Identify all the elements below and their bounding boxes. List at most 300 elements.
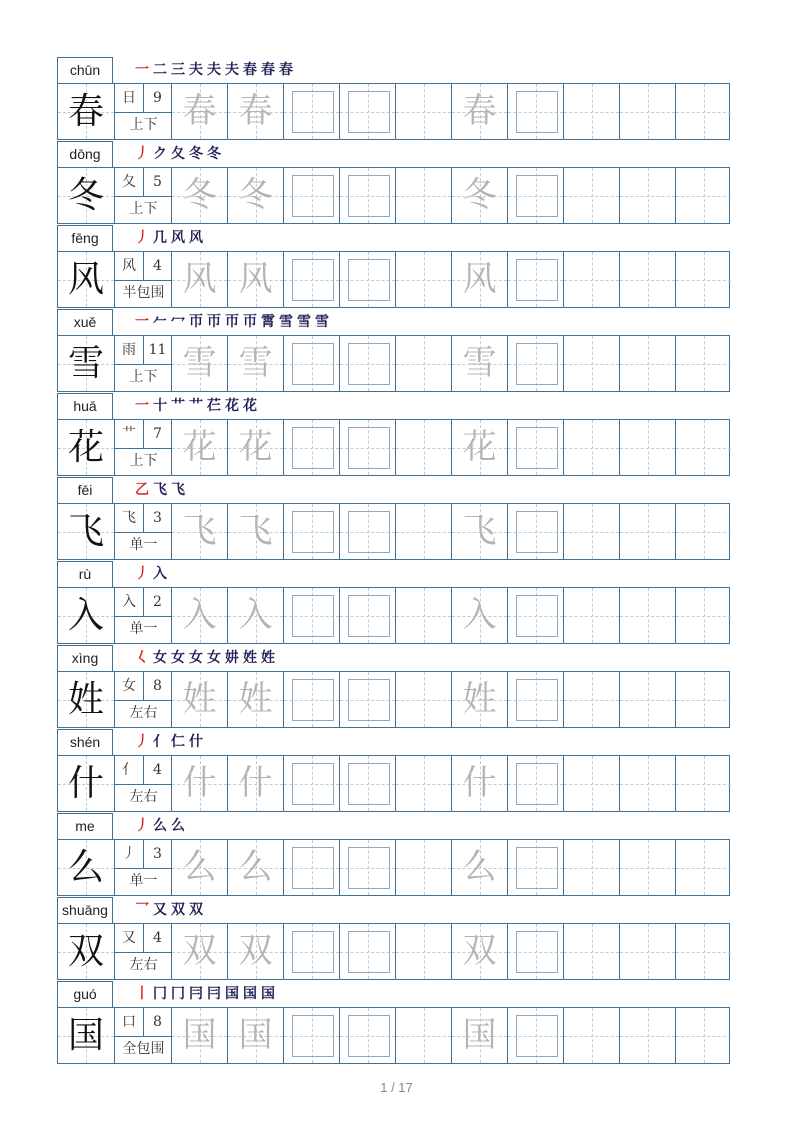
model-character-text: 冬: [67, 175, 104, 216]
stroke-order: [135, 227, 207, 251]
character-block: [57, 393, 730, 477]
practice-cell[interactable]: [171, 924, 227, 979]
stroke-step: 𠂉: [153, 314, 167, 330]
practice-cell[interactable]: [507, 672, 563, 727]
writing-box: [516, 343, 558, 385]
stroke-step: 花: [225, 398, 239, 414]
writing-box: [292, 1015, 334, 1057]
practice-cell[interactable]: [451, 420, 507, 475]
practice-cell[interactable]: [339, 420, 395, 475]
writing-box: [292, 343, 334, 385]
trace-character: 姓: [462, 679, 497, 719]
practice-row: [57, 503, 730, 560]
radical: 亻: [115, 756, 144, 785]
stroke-step: 又: [153, 902, 167, 918]
practice-cell[interactable]: [451, 672, 507, 727]
practice-cell[interactable]: [619, 924, 675, 979]
practice-cell[interactable]: [283, 420, 339, 475]
stroke-step: 仁: [171, 734, 185, 750]
practice-cell[interactable]: [339, 672, 395, 727]
stroke-step: 雪: [279, 314, 293, 330]
stroke-count: 9: [143, 84, 172, 113]
practice-cell[interactable]: [171, 756, 227, 811]
stroke-step: 入: [153, 566, 167, 582]
trace-character: 花: [238, 427, 273, 467]
practice-cell[interactable]: [227, 588, 283, 643]
stroke-step: 么: [153, 818, 167, 834]
character-block: [57, 477, 730, 561]
practice-cell[interactable]: [675, 252, 731, 307]
writing-box: [516, 175, 558, 217]
practice-cell[interactable]: [619, 168, 675, 223]
character-block: [57, 225, 730, 309]
character-block: [57, 141, 730, 225]
trace-character: 飞: [462, 511, 497, 551]
trace-character: 雪: [182, 343, 217, 383]
writing-box: [292, 427, 334, 469]
writing-box: [292, 763, 334, 805]
practice-cell[interactable]: [339, 336, 395, 391]
radical: 夂: [115, 168, 144, 197]
writing-box: [516, 595, 558, 637]
trace-character: 雪: [238, 343, 273, 383]
trace-character: 什: [182, 763, 217, 803]
practice-cell[interactable]: [283, 336, 339, 391]
model-character: [58, 252, 114, 307]
model-character-text: 什: [67, 763, 104, 804]
practice-cell[interactable]: [451, 924, 507, 979]
practice-cell[interactable]: [283, 504, 339, 559]
trace-character: 么: [462, 847, 497, 887]
pinyin: chūn: [57, 57, 113, 83]
practice-cell[interactable]: [339, 924, 395, 979]
pinyin: shuāng: [57, 897, 113, 923]
writing-box: [292, 511, 334, 553]
model-character-text: 花: [67, 427, 104, 468]
trace-character: 入: [182, 595, 217, 635]
trace-character: 花: [182, 427, 217, 467]
practice-cell[interactable]: [283, 672, 339, 727]
stroke-order: [135, 479, 189, 503]
trace-character: 姓: [238, 679, 273, 719]
trace-character: 双: [462, 931, 497, 971]
practice-cell[interactable]: [451, 504, 507, 559]
practice-cell[interactable]: [619, 756, 675, 811]
trace-character: 国: [238, 1015, 273, 1055]
trace-character: 国: [182, 1015, 217, 1055]
stroke-step: 春: [279, 62, 293, 78]
stroke-step: 国: [261, 986, 275, 1002]
character-info: [114, 1008, 171, 1063]
stroke-order: [135, 395, 261, 419]
model-character-text: 国: [67, 1015, 104, 1056]
stroke-count: 8: [143, 672, 172, 701]
practice-cell[interactable]: [339, 756, 395, 811]
practice-cell[interactable]: [227, 252, 283, 307]
practice-cell[interactable]: [507, 1008, 563, 1063]
structure: 左右: [129, 789, 158, 805]
stroke-step: 夫: [225, 62, 239, 78]
practice-cell[interactable]: [675, 1008, 731, 1063]
practice-cell[interactable]: [619, 84, 675, 139]
stroke-step: 姓: [261, 650, 275, 666]
stroke-step: 𡿨: [135, 650, 149, 666]
practice-row: [57, 335, 730, 392]
practice-cell[interactable]: [283, 924, 339, 979]
practice-cell[interactable]: [563, 168, 619, 223]
stroke-order: [135, 983, 279, 1007]
practice-cell[interactable]: [619, 672, 675, 727]
practice-cell[interactable]: [339, 1008, 395, 1063]
radical: 口: [115, 1008, 144, 1037]
stroke-step: 帀: [189, 314, 203, 330]
writing-box: [516, 847, 558, 889]
pinyin: rù: [57, 561, 113, 587]
practice-cell[interactable]: [227, 672, 283, 727]
stroke-step: 双: [171, 902, 185, 918]
structure: 全包围: [122, 1041, 165, 1057]
practice-cell[interactable]: [339, 84, 395, 139]
character-block: [57, 57, 730, 141]
stroke-step: 风: [189, 230, 203, 246]
stroke-step: 一: [135, 62, 149, 78]
practice-cell[interactable]: [675, 420, 731, 475]
stroke-step: 芢: [207, 398, 221, 414]
writing-box: [292, 931, 334, 973]
model-character-text: 双: [67, 931, 104, 972]
radical: 雨: [115, 336, 144, 365]
practice-cell[interactable]: [619, 1008, 675, 1063]
trace-character: 风: [238, 259, 273, 299]
practice-cell[interactable]: [563, 504, 619, 559]
trace-character: 姓: [182, 679, 217, 719]
practice-cell[interactable]: [675, 84, 731, 139]
character-info: [114, 672, 171, 727]
writing-box: [516, 91, 558, 133]
practice-cell[interactable]: [619, 840, 675, 895]
stroke-step: 女: [189, 650, 203, 666]
writing-box: [516, 427, 558, 469]
character-block: [57, 729, 730, 813]
stroke-step: 女: [171, 650, 185, 666]
practice-cell[interactable]: [563, 672, 619, 727]
stroke-order: [135, 731, 207, 755]
practice-cell[interactable]: [171, 1008, 227, 1063]
practice-cell[interactable]: [171, 588, 227, 643]
stroke-step: 一: [135, 398, 149, 414]
practice-cell[interactable]: [395, 588, 451, 643]
writing-box: [292, 175, 334, 217]
trace-character: 春: [182, 91, 217, 131]
character-info: [114, 336, 171, 391]
stroke-step: 夂: [171, 146, 185, 162]
practice-cell[interactable]: [563, 420, 619, 475]
stroke-order: [135, 899, 207, 923]
practice-cell[interactable]: [339, 840, 395, 895]
practice-cell[interactable]: [619, 420, 675, 475]
practice-cell[interactable]: [675, 924, 731, 979]
radical: 又: [115, 924, 144, 953]
practice-cell[interactable]: [507, 588, 563, 643]
practice-cell[interactable]: [563, 924, 619, 979]
stroke-step: 冬: [207, 146, 221, 162]
model-character: [58, 840, 114, 895]
practice-cell[interactable]: [227, 924, 283, 979]
practice-cell[interactable]: [507, 168, 563, 223]
practice-cell[interactable]: [507, 84, 563, 139]
practice-row: [57, 251, 730, 308]
practice-cell[interactable]: [451, 252, 507, 307]
stroke-step: 亻: [153, 734, 167, 750]
pinyin: fēi: [57, 477, 113, 503]
model-character-text: 飞: [67, 511, 104, 552]
practice-cell[interactable]: [563, 1008, 619, 1063]
practice-cell[interactable]: [283, 756, 339, 811]
practice-cell[interactable]: [395, 336, 451, 391]
practice-cell[interactable]: [395, 1008, 451, 1063]
character-info: [114, 252, 171, 307]
practice-cell[interactable]: [395, 420, 451, 475]
character-info: [114, 420, 171, 475]
writing-box: [292, 847, 334, 889]
practice-cell[interactable]: [339, 252, 395, 307]
stroke-step: 冃: [207, 986, 221, 1002]
stroke-step: 什: [189, 734, 203, 750]
practice-row: [57, 167, 730, 224]
pinyin: huā: [57, 393, 113, 419]
model-character-text: 入: [67, 595, 104, 636]
practice-row: [57, 839, 730, 896]
structure: 上下: [129, 117, 158, 133]
practice-cell[interactable]: [171, 420, 227, 475]
stroke-step: 花: [243, 398, 257, 414]
radical: 女: [115, 672, 144, 701]
writing-box: [516, 931, 558, 973]
writing-box: [516, 679, 558, 721]
practice-cell[interactable]: [395, 504, 451, 559]
practice-cell[interactable]: [507, 252, 563, 307]
stroke-order: [135, 59, 297, 83]
practice-cell[interactable]: [619, 252, 675, 307]
stroke-count: 5: [143, 168, 172, 197]
radical: 艹: [115, 420, 144, 449]
stroke-step: 风: [171, 230, 185, 246]
practice-cell[interactable]: [171, 336, 227, 391]
practice-cell[interactable]: [171, 672, 227, 727]
radical: 丿: [115, 840, 144, 869]
practice-cell[interactable]: [675, 504, 731, 559]
trace-character: 么: [182, 847, 217, 887]
practice-cell[interactable]: [619, 588, 675, 643]
trace-character: 什: [238, 763, 273, 803]
practice-row: [57, 671, 730, 728]
stroke-count: 2: [143, 588, 172, 617]
practice-cell[interactable]: [507, 924, 563, 979]
practice-cell[interactable]: [171, 504, 227, 559]
stroke-step: 夫: [207, 62, 221, 78]
pinyin: guó: [57, 981, 113, 1007]
radical: 风: [115, 252, 144, 281]
stroke-step: 丿: [135, 146, 149, 162]
practice-cell[interactable]: [619, 504, 675, 559]
stroke-count: 4: [143, 756, 172, 785]
practice-row: [57, 419, 730, 476]
radical: 飞: [115, 504, 144, 533]
character-info: [114, 504, 171, 559]
practice-cell[interactable]: [395, 252, 451, 307]
practice-cell[interactable]: [395, 924, 451, 979]
structure: 上下: [129, 369, 158, 385]
practice-cell[interactable]: [283, 588, 339, 643]
trace-character: 国: [462, 1015, 497, 1055]
stroke-step: 霄: [261, 314, 275, 330]
practice-cell[interactable]: [227, 756, 283, 811]
practice-cell[interactable]: [451, 756, 507, 811]
stroke-step: 妌: [225, 650, 239, 666]
model-character: [58, 756, 114, 811]
practice-cell[interactable]: [675, 168, 731, 223]
practice-cell[interactable]: [395, 672, 451, 727]
practice-cell[interactable]: [507, 420, 563, 475]
practice-cell[interactable]: [451, 168, 507, 223]
practice-cell[interactable]: [395, 840, 451, 895]
structure: 单一: [129, 621, 158, 637]
model-character-text: 风: [67, 259, 104, 300]
practice-cell[interactable]: [507, 504, 563, 559]
practice-row: [57, 83, 730, 140]
practice-cell[interactable]: [451, 336, 507, 391]
model-character-text: 雪: [67, 343, 104, 384]
model-character-text: 春: [67, 91, 104, 132]
stroke-step: 冂: [171, 986, 185, 1002]
pinyin: xuě: [57, 309, 113, 335]
practice-cell[interactable]: [507, 840, 563, 895]
trace-character: 冬: [238, 175, 273, 215]
stroke-step: 乛: [135, 902, 149, 918]
practice-cell[interactable]: [675, 588, 731, 643]
practice-cell[interactable]: [563, 336, 619, 391]
practice-cell[interactable]: [675, 840, 731, 895]
stroke-step: 帀: [243, 314, 257, 330]
practice-cell[interactable]: [619, 336, 675, 391]
practice-cell[interactable]: [339, 504, 395, 559]
structure: 上下: [129, 453, 158, 469]
practice-cell[interactable]: [395, 84, 451, 139]
practice-cell[interactable]: [451, 84, 507, 139]
practice-cell[interactable]: [227, 840, 283, 895]
practice-cell[interactable]: [227, 420, 283, 475]
stroke-step: 飞: [171, 482, 185, 498]
pinyin: xìng: [57, 645, 113, 671]
practice-cell[interactable]: [451, 588, 507, 643]
practice-cell[interactable]: [675, 672, 731, 727]
practice-cell[interactable]: [395, 756, 451, 811]
stroke-count: 4: [143, 924, 172, 953]
model-character: [58, 672, 114, 727]
model-character-text: 么: [67, 847, 104, 888]
character-block: [57, 897, 730, 981]
practice-cell[interactable]: [563, 840, 619, 895]
practice-cell[interactable]: [395, 168, 451, 223]
practice-cell[interactable]: [563, 588, 619, 643]
practice-cell[interactable]: [507, 756, 563, 811]
practice-cell[interactable]: [451, 840, 507, 895]
practice-cell[interactable]: [563, 252, 619, 307]
structure: 左右: [129, 705, 158, 721]
practice-cell[interactable]: [227, 84, 283, 139]
trace-character: 春: [238, 91, 273, 131]
practice-cell[interactable]: [283, 840, 339, 895]
writing-box: [348, 259, 390, 301]
stroke-step: 艹: [171, 398, 185, 414]
model-character: [58, 336, 114, 391]
practice-cell[interactable]: [283, 252, 339, 307]
practice-cell[interactable]: [339, 588, 395, 643]
practice-cell[interactable]: [283, 1008, 339, 1063]
practice-cell[interactable]: [227, 504, 283, 559]
stroke-count: 7: [143, 420, 172, 449]
character-info: [114, 756, 171, 811]
practice-cell[interactable]: [451, 1008, 507, 1063]
practice-cell[interactable]: [339, 168, 395, 223]
stroke-step: 丿: [135, 734, 149, 750]
practice-cell[interactable]: [283, 84, 339, 139]
practice-cell[interactable]: [227, 1008, 283, 1063]
practice-cell[interactable]: [171, 168, 227, 223]
stroke-step: 国: [225, 986, 239, 1002]
practice-cell[interactable]: [675, 336, 731, 391]
practice-cell[interactable]: [171, 252, 227, 307]
stroke-count: 3: [143, 840, 172, 869]
model-character: [58, 924, 114, 979]
trace-character: 冬: [182, 175, 217, 215]
stroke-step: 乙: [135, 482, 149, 498]
stroke-step: 么: [171, 818, 185, 834]
practice-cell[interactable]: [283, 168, 339, 223]
trace-character: 花: [462, 427, 497, 467]
practice-cell[interactable]: [675, 756, 731, 811]
practice-cell[interactable]: [563, 756, 619, 811]
stroke-step: 帀: [225, 314, 239, 330]
practice-cell[interactable]: [171, 840, 227, 895]
stroke-step: 几: [153, 230, 167, 246]
stroke-step: 冂: [153, 986, 167, 1002]
writing-box: [292, 679, 334, 721]
practice-row: [57, 1007, 730, 1064]
practice-cell[interactable]: [227, 336, 283, 391]
stroke-step: 夫: [189, 62, 203, 78]
practice-row: [57, 923, 730, 980]
trace-character: 春: [462, 91, 497, 131]
model-character: [58, 420, 114, 475]
practice-cell[interactable]: [563, 84, 619, 139]
writing-box: [348, 679, 390, 721]
writing-box: [348, 511, 390, 553]
stroke-step: 春: [243, 62, 257, 78]
character-block: [57, 561, 730, 645]
stroke-step: 二: [153, 62, 167, 78]
practice-cell[interactable]: [507, 336, 563, 391]
stroke-order: [135, 311, 333, 335]
practice-cell[interactable]: [227, 168, 283, 223]
stroke-step: 雪: [297, 314, 311, 330]
radical: 日: [115, 84, 144, 113]
writing-box: [516, 763, 558, 805]
stroke-count: 8: [143, 1008, 172, 1037]
practice-cell[interactable]: [171, 84, 227, 139]
stroke-count: 4: [143, 252, 172, 281]
writing-box: [292, 91, 334, 133]
